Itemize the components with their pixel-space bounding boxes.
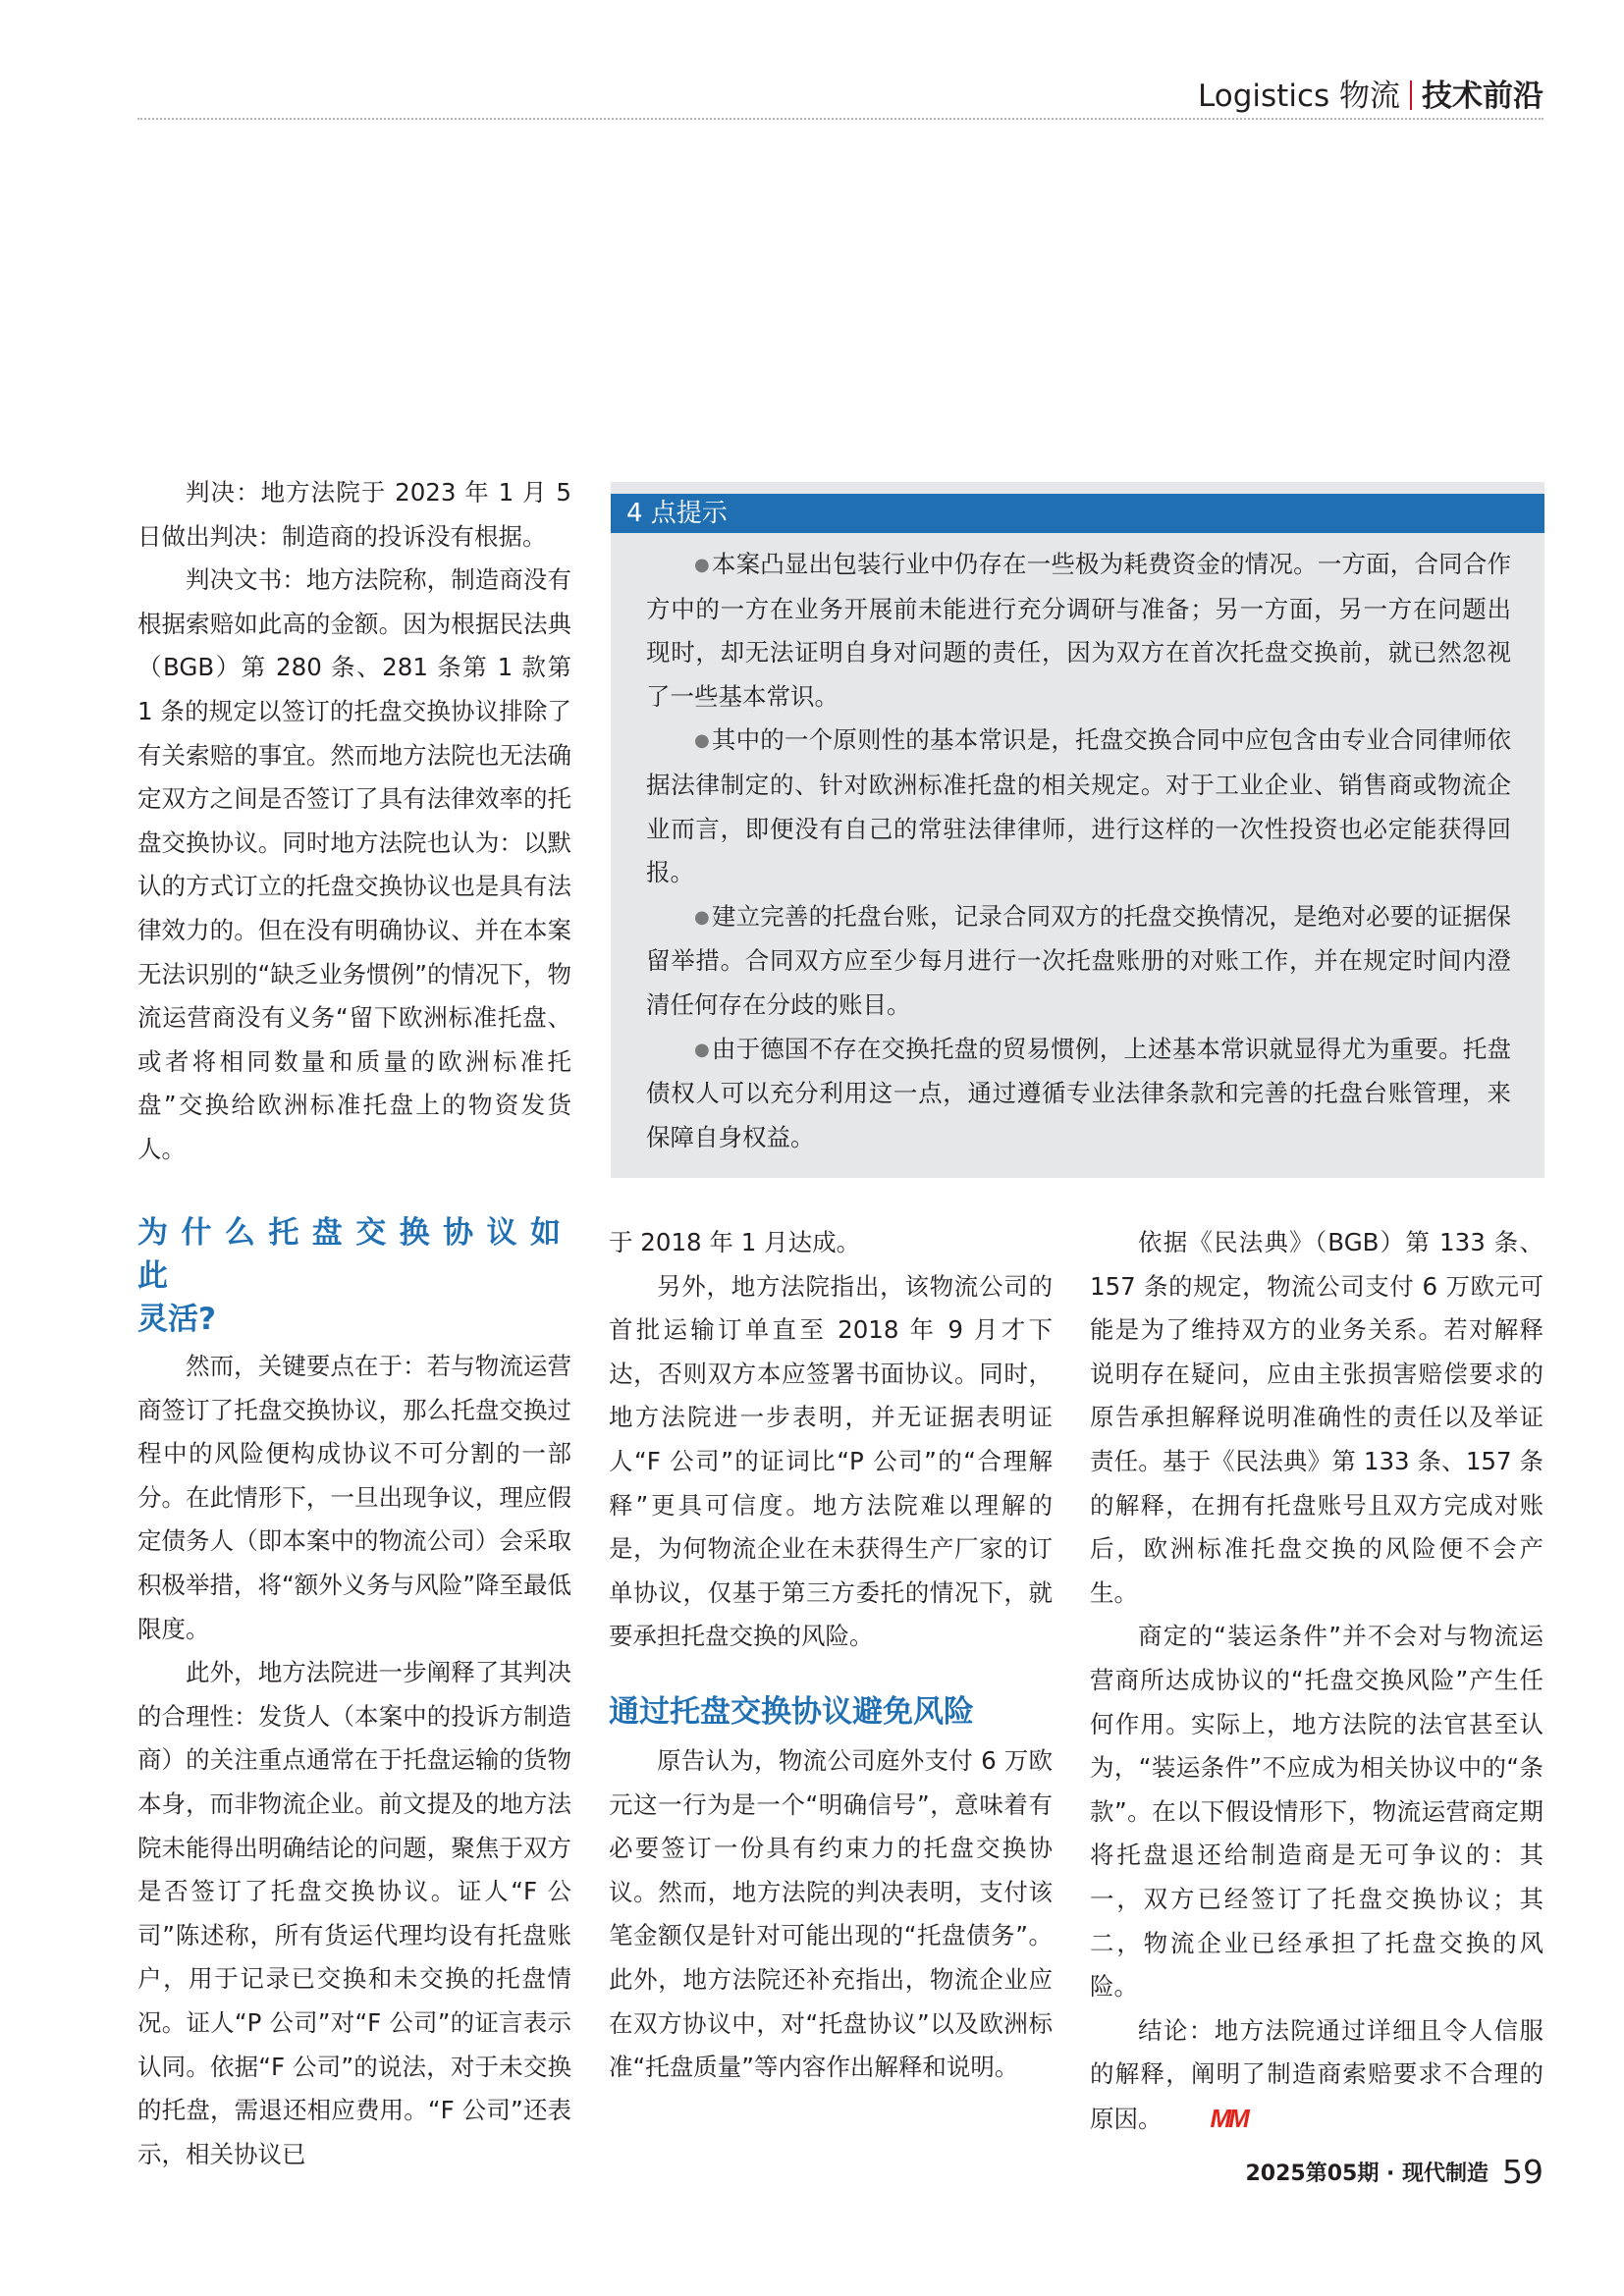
bullet-icon: ● (694, 730, 710, 752)
body-paragraph-continued: 于 2018 年 1 月达成。 (609, 1228, 861, 1256)
tip-text: 其中的一个原则性的基本常识是，托盘交换合同中应包含由专业合同律师依据法律制定的、针对欧洲标准托盘的相关规定。对于工业企业、销售商或物流企业而言，即便没有自己的常驻法律律师，进行这样的一次性投资也必定能获得回报。 (646, 725, 1511, 887)
bullet-icon: ● (694, 906, 710, 928)
body-paragraph: 依据《民法典》（BGB）第 133 条、157 条的规定，物流公司支付 6 万欧元可能是为了维持双方的业务关系。若对解释说明存在疑问，应由主张损害赔偿要求的原告承担解释说明准确性的责任以及举证责任。基于《民法典》第 133 条、157 条的解释，在拥有托盘账号且双方完成对账后，欧洲标准托盘交换的风险便不会产生。 (1090, 1228, 1543, 1607)
tip-item (646, 1028, 1511, 1160)
article-column-1-top (137, 471, 571, 1172)
body-paragraph: 原告认为，物流公司庭外支付 6 万欧元这一行为是一个“明确信号”，意味着有必要签订一份具有约束力的托盘交换协议。然而，地方法院的判决表明，支付该笔金额仅是针对可能出现的“托盘债务”。此外，地方法院还补充指出，物流企业应在双方协议中，对“托盘协议”以及欧洲标准“托盘质量”等内容作出解释和说明。 (609, 1745, 1053, 2082)
magazine-issue: 2025第05期 · 现代制造 (1245, 2162, 1489, 2186)
running-header (1198, 71, 1543, 115)
body-paragraph: 此外，地方法院进一步阐释了其判决的合理性：发货人（本案中的投诉方制造商）的关注重点通常在于托盘运输的货物本身，而非物流企业。前文提及的地方法院未能得出明确结论的问题，聚焦于双方是否签订了托盘交换协议。证人“F 公司”陈述称，所有货运代理均设有托盘账户，用于记录已交换和未交换的托盘情况。证人“P 公司”对“F 公司”的证言表示认同。依据“F 公司”的说法，对于未交换的托盘，需退还相应费用。“F 公司”还表示，相关协议已 (137, 1658, 571, 2168)
bullet-icon: ● (694, 1039, 710, 1060)
page-footer (1245, 2153, 1543, 2191)
mm-end-logo: MM (1210, 2103, 1247, 2133)
section-heading: 为什么托盘交换协议如此 灵活? (137, 1215, 571, 1337)
article-column-2 (609, 1221, 1053, 2090)
article-column-1 (137, 1211, 571, 2176)
tip-item (646, 895, 1511, 1028)
body-paragraph: 判决：地方法院于 2023 年 1 月 5 日做出判决：制造商的投诉没有根据。 (137, 478, 571, 551)
header-rule (137, 118, 1543, 120)
tip-item (646, 543, 1511, 719)
page-number: 59 (1502, 2153, 1543, 2191)
conclusion-paragraph: 结论：地方法院通过详细且令人信服的解释，阐明了制造商索赔要求不合理的原因。 MM (1090, 2009, 1543, 2142)
section-heading: 通过托盘交换协议避免风险 (609, 1693, 974, 1730)
tip-text: 本案凸显出包装行业中仍存在一些极为耗费资金的情况。一方面，合同合作方中的一方在业务开展前未能进行充分调研与准备；另一方面，另一方在问题出现时，却无法证明自身对问题的责任，因为双方在首次托盘交换前，就已然忽视了一些基本常识。 (646, 550, 1511, 711)
tips-list (611, 533, 1544, 1159)
tip-text: 由于德国不存在交换托盘的贸易惯例，上述基本常识就显得尤为重要。托盘债权人可以充分利用这一点，通过遵循专业法律条款和完善的托盘台账管理，来保障自身权益。 (646, 1034, 1511, 1151)
body-paragraph: 然而，关键要点在于：若与物流运营商签订了托盘交换协议，那么托盘交换过程中的风险便构成协议不可分割的一部分。在此情形下，一旦出现争议，理应假定债务人（即本案中的物流公司）会采取积极举措，将“额外义务与风险”降至最低限度。 (137, 1352, 571, 1643)
tip-item (646, 719, 1511, 894)
tips-title: 4 点提示 (611, 494, 1544, 533)
column-label: 技术前沿 (1422, 79, 1543, 114)
tip-text: 建立完善的托盘台账，记录合同双方的托盘交换情况，是绝对必要的证据保留举措。合同双方应至少每月进行一次托盘账册的对账工作，并在规定时间内澄清任何存在分歧的账目。 (646, 901, 1511, 1019)
body-paragraph: 判决文书：地方法院称，制造商没有根据索赔如此高的金额。因为根据民法典（BGB）第 280 条、281 条第 1 款第 1 条的规定以签订的托盘交换协议排除了有关索赔的事宜。然而地方法院也无法确定双方之间是否签订了具有法律效率的托盘交换协议。同时地方法院也认为：以默认的方式订立的托盘交换协议也是具有法律效力的。但在没有明确协议、并在本案无法识别的“缺乏业务惯例”的情况下，物流运营商没有义务“留下欧洲标准托盘、或者将相同数量和质量的欧洲标准托盘”交换给欧洲标准托盘上的物资发货人。 (137, 565, 571, 1163)
section-label: Logistics 物流 (1198, 79, 1400, 114)
body-paragraph: 另外，地方法院指出，该物流公司的首批运输订单直至 2018 年 9 月才下达，否则双方本应签署书面协议。同时，地方法院进一步表明，并无证据表明证人“F 公司”的证词比“P 公司”的“合理解释”更具可信度。地方法院难以理解的是，为何物流企业在未获得生产厂家的订单协议，仅基于第三方委托的情况下，就要承担托盘交换的风险。 (609, 1271, 1053, 1651)
header-divider (1410, 80, 1412, 110)
article-column-3 (1090, 1221, 1543, 2141)
tips-box (611, 482, 1544, 1178)
bullet-icon: ● (694, 555, 710, 575)
body-paragraph: 商定的“装运条件”并不会对与物流运营商所达成协议的“托盘交换风险”产生任何作用。实际上，地方法院的法官甚至认为，“装运条件”不应成为相关协议中的“条款”。在以下假设情形下，物流运营商定期将托盘退还给制造商是无可争议的：其一，双方已经签订了托盘交换协议；其二，物流企业已经承担了托盘交换的风险。 (1090, 1622, 1543, 2002)
